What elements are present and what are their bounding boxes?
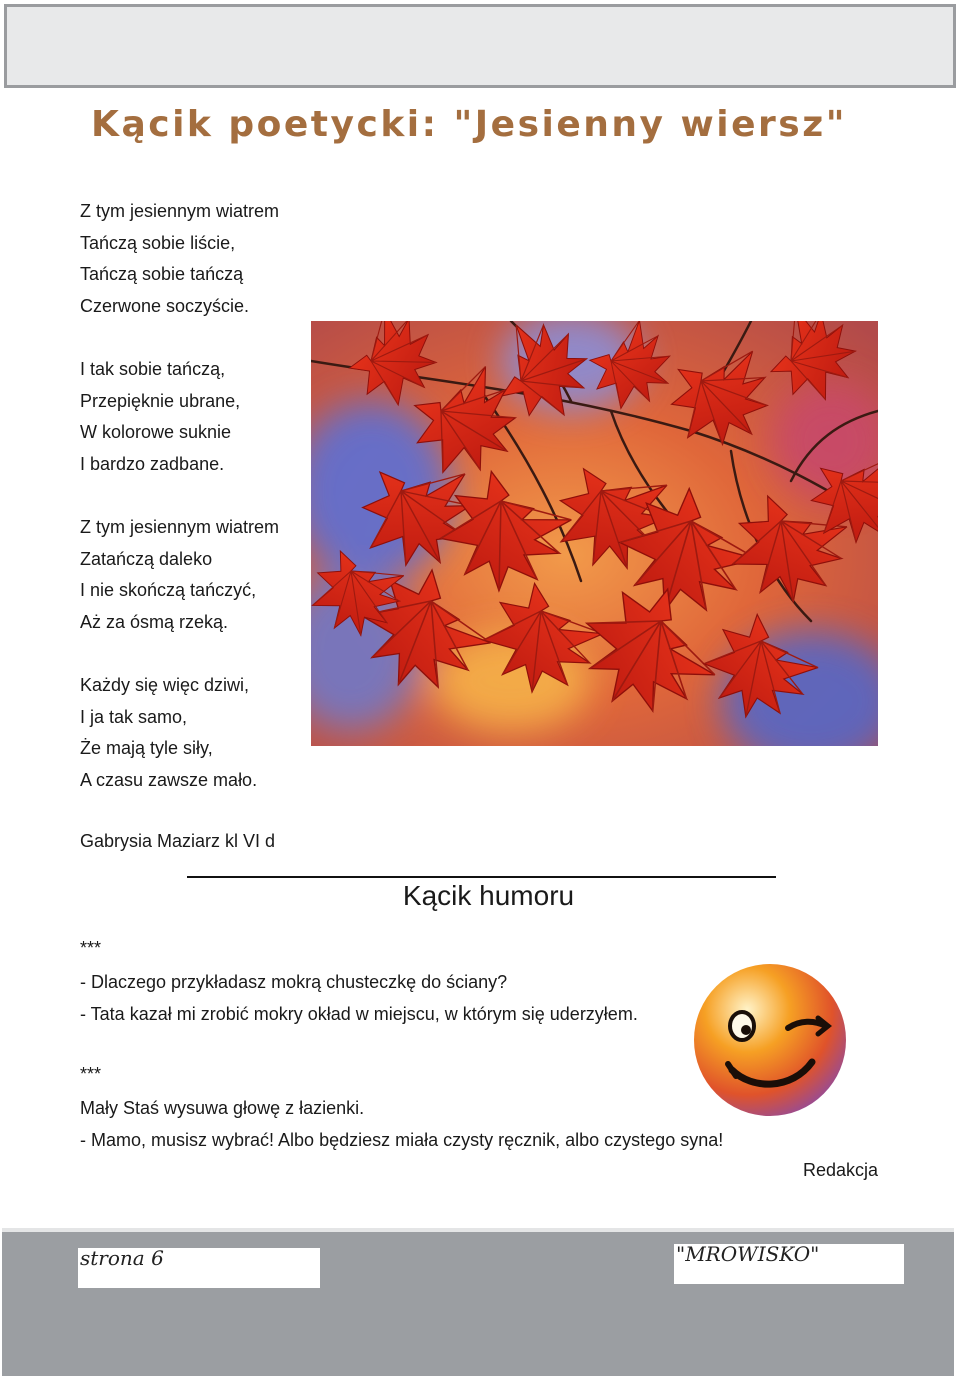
poem-author: Gabrysia Maziarz kl VI d: [80, 831, 276, 851]
joke-line: - Mamo, musisz wybrać! Albo będziesz miała czysty ręcznik, albo czystego syna!: [80, 1130, 724, 1150]
poem-stanza: [80, 670, 279, 796]
poem-line: Aż za ósmą rzeką.: [80, 611, 229, 632]
poem-stanza: [80, 354, 279, 480]
joke-separator: ***: [80, 938, 102, 958]
poem-line: Z tym jesiennym wiatrem: [80, 201, 280, 221]
poem-line: I nie skończą tańczyć,: [80, 580, 257, 601]
page-title: Kącik poetycki: "Jesienny wiersz": [91, 104, 847, 145]
winking-smiley-icon: [692, 960, 852, 1120]
page-footer: [2, 1228, 954, 1376]
poem-line: Przepięknie ubrane,: [80, 390, 241, 411]
joke-line: - Dlaczego przykładasz mokrą chusteczkę do ściany?: [80, 972, 508, 992]
header-banner: [4, 4, 956, 88]
poem-line: W kolorowe suknie: [80, 422, 232, 443]
joke-separator: ***: [80, 1064, 102, 1084]
magazine-name: "MROWISKO": [676, 1242, 820, 1266]
poem-line: Tańczą sobie liście,: [80, 232, 236, 253]
autumn-leaves-photo: [311, 321, 878, 746]
section-heading-humor: Kącik humoru: [402, 880, 575, 911]
poem-line: I tak sobie tańczą,: [80, 358, 226, 379]
poem-line: Czerwone soczyście.: [80, 295, 250, 316]
poem: [80, 196, 279, 828]
joke-line: Mały Staś wysuwa głowę z łazienki.: [80, 1098, 365, 1118]
poem-line: Każdy się więc dziwi,: [80, 674, 250, 695]
poem-line: Że mają tyle siły,: [80, 738, 213, 759]
poem-line: A czasu zawsze mało.: [80, 769, 258, 790]
poem-line: Tańczą sobie tańczą: [80, 264, 244, 285]
poem-stanza: [80, 196, 279, 322]
joke-line: - Tata kazał mi zrobić mokry okład w miejscu, w którym się uderzyłem.: [80, 1004, 638, 1024]
section-divider: [187, 876, 776, 878]
page-number: strona 6: [80, 1246, 164, 1270]
poem-line: I bardzo zadbane.: [80, 453, 225, 474]
poem-line: I ja tak samo,: [80, 706, 188, 727]
signature-redakcja: Redakcja: [803, 1160, 879, 1180]
poem-stanza: [80, 512, 279, 638]
poem-line: Z tym jesiennym wiatrem: [80, 516, 280, 537]
poem-line: Zatańczą daleko: [80, 548, 213, 569]
